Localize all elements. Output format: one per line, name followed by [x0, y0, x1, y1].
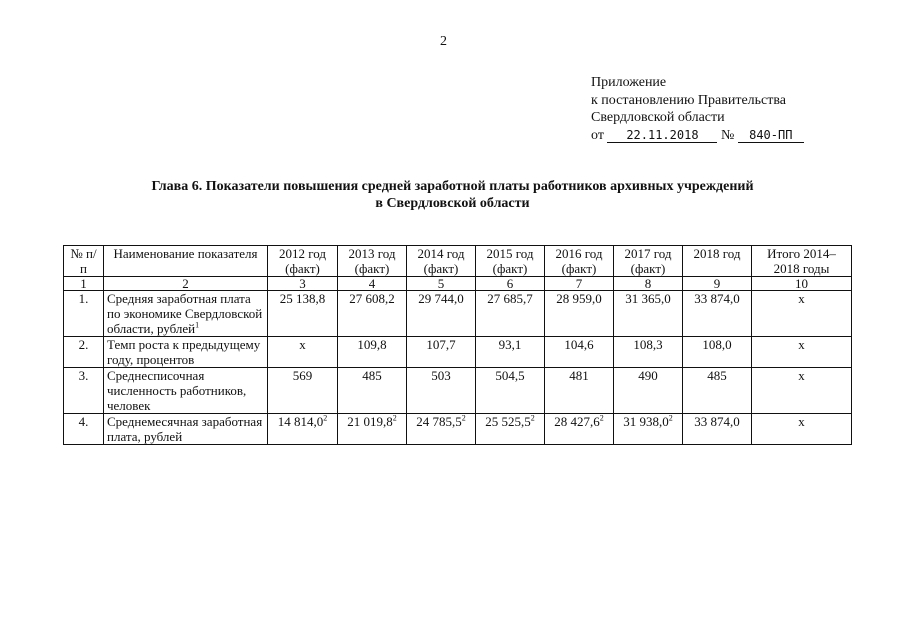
value-cell: [338, 291, 407, 337]
row-number-cell: 4.: [64, 414, 104, 445]
value-text: 33 874,0: [694, 414, 740, 429]
header-cell: 2013 год (факт): [338, 246, 407, 277]
value-text: 21 019,8: [347, 414, 393, 429]
value-cell: [614, 414, 683, 445]
value-text: 27 608,2: [349, 291, 395, 306]
value-cell: [268, 337, 338, 368]
header-cell: Итого 2014–2018 годы: [752, 246, 852, 277]
value-cell: [752, 291, 852, 337]
value-cell: [545, 337, 614, 368]
header-cell: № п/п: [64, 246, 104, 277]
value-cell: [683, 368, 752, 414]
value-text: 25 525,5: [485, 414, 531, 429]
indicator-name-cell: [104, 368, 268, 414]
column-number-cell: 9: [683, 277, 752, 291]
value-text: 25 138,8: [279, 291, 326, 306]
title-line-2: в Свердловской области: [375, 196, 530, 211]
value-text: х: [299, 337, 306, 352]
annex-date-line: [591, 127, 804, 145]
value-text: 28 959,0: [556, 291, 602, 306]
table-row: [64, 291, 852, 337]
value-cell: [614, 368, 683, 414]
column-number-cell: 3: [268, 277, 338, 291]
value-cell: [268, 414, 338, 445]
value-cell: [476, 337, 545, 368]
indicator-name-cell: [104, 291, 268, 337]
value-cell: [476, 414, 545, 445]
value-text: 93,1: [498, 337, 522, 352]
annex-date-prefix: от: [591, 127, 604, 143]
table-row: [64, 337, 852, 368]
column-number-cell: 1: [64, 277, 104, 291]
annex-number: 840-ПП: [738, 129, 804, 143]
value-text: 490: [638, 368, 658, 383]
footnote-marker: 2: [599, 413, 604, 423]
value-cell: [752, 414, 852, 445]
indicator-name: Средняя заработная плата по экономике Свердловской области, рублей: [107, 291, 263, 336]
footnote-marker: 2: [323, 413, 328, 423]
annex-date: 22.11.2018: [607, 129, 717, 143]
value-text: 31 938,0: [623, 414, 669, 429]
value-cell: [476, 368, 545, 414]
value-text: 569: [292, 368, 313, 383]
value-text: 24 785,5: [416, 414, 462, 429]
value-text: 33 874,0: [694, 291, 740, 306]
indicator-name: Среднесписочная численность работников, человек: [107, 368, 247, 413]
indicator-name-cell: [104, 337, 268, 368]
header-cell: 2018 год: [683, 246, 752, 277]
value-text: х: [798, 291, 805, 306]
value-cell: [545, 368, 614, 414]
table-body: [64, 291, 852, 445]
column-number-cell: 10: [752, 277, 852, 291]
column-number-cell: 4: [338, 277, 407, 291]
value-text: 108,3: [633, 337, 663, 352]
footnote-marker: 1: [195, 320, 200, 330]
header-cell: Наименование показателя: [104, 246, 268, 277]
value-text: 29 744,0: [418, 291, 464, 306]
value-cell: [545, 291, 614, 337]
value-text: 485: [362, 368, 382, 383]
annex-line-1: Приложение: [591, 75, 667, 90]
value-text: 504,5: [495, 368, 525, 383]
header-cell: 2012 год (факт): [268, 246, 338, 277]
value-cell: [407, 368, 476, 414]
value-cell: [338, 368, 407, 414]
annex-block: [591, 74, 804, 144]
value-text: 503: [431, 368, 451, 383]
value-text: 28 427,6: [554, 414, 600, 429]
value-cell: [407, 291, 476, 337]
footnote-marker: 2: [668, 413, 673, 423]
header-cell: 2015 год (факт): [476, 246, 545, 277]
header-cell: 2017 год (факт): [614, 246, 683, 277]
document-title: [100, 178, 805, 212]
row-number-cell: 3.: [64, 368, 104, 414]
value-cell: [407, 337, 476, 368]
header-cell: 2016 год (факт): [545, 246, 614, 277]
value-cell: [683, 337, 752, 368]
value-cell: [614, 291, 683, 337]
value-cell: [338, 414, 407, 445]
column-number-cell: 5: [407, 277, 476, 291]
value-text: 31 365,0: [625, 291, 671, 306]
value-text: 107,7: [426, 337, 456, 352]
value-text: 27 685,7: [487, 291, 533, 306]
column-number-cell: 2: [104, 277, 268, 291]
value-text: 485: [707, 368, 727, 383]
annex-line-2: к постановлению Правительства: [591, 92, 787, 108]
footnote-marker: 2: [392, 413, 397, 423]
value-text: 109,8: [357, 337, 387, 352]
value-text: х: [798, 368, 805, 383]
column-number-cell: 7: [545, 277, 614, 291]
table-row: [64, 368, 852, 414]
value-cell: [338, 337, 407, 368]
footnote-marker: 2: [461, 413, 466, 423]
value-cell: [407, 414, 476, 445]
value-cell: [683, 414, 752, 445]
value-cell: [752, 337, 852, 368]
indicator-name: Среднемесячная заработная плата, рублей: [107, 414, 263, 444]
column-number-cell: 8: [614, 277, 683, 291]
value-cell: [752, 368, 852, 414]
column-number-cell: 6: [476, 277, 545, 291]
column-number-row: [64, 277, 852, 291]
value-cell: [268, 291, 338, 337]
indicators-table: [63, 245, 852, 445]
footnote-marker: 2: [530, 413, 535, 423]
page-number: 2: [440, 34, 447, 49]
annex-number-prefix: №: [720, 127, 735, 143]
row-number-cell: 2.: [64, 337, 104, 368]
value-cell: [683, 291, 752, 337]
header-cell: 2014 год (факт): [407, 246, 476, 277]
value-cell: [614, 337, 683, 368]
value-cell: [268, 368, 338, 414]
indicator-name-cell: [104, 414, 268, 445]
title-line-1: Глава 6. Показатели повышения средней заработной платы работников архивных учреждений: [151, 179, 754, 194]
table-row: [64, 414, 852, 445]
annex-line-3: Свердловской области: [591, 110, 725, 125]
value-text: 481: [569, 368, 589, 383]
value-text: 14 814,0: [277, 414, 324, 429]
value-cell: [545, 414, 614, 445]
row-number-cell: 1.: [64, 291, 104, 337]
value-text: 108,0: [702, 337, 732, 352]
indicator-name: Темп роста к предыдущему году, процентов: [107, 337, 261, 367]
value-text: х: [798, 337, 805, 352]
value-text: 104,6: [564, 337, 594, 352]
value-cell: [476, 291, 545, 337]
value-text: х: [798, 414, 805, 429]
table-header-row: [64, 246, 852, 277]
